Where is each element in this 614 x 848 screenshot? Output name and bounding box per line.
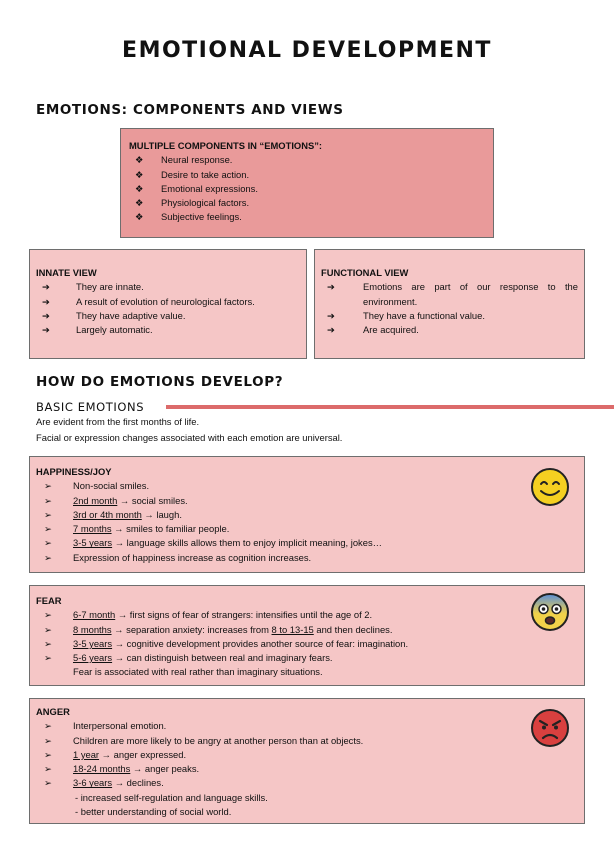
triangle-bullet-icon: ➢ — [44, 551, 52, 563]
fear-heading: FEAR — [36, 595, 62, 606]
fear-note: Fear is associated with real rather than imaginary situations. — [73, 666, 323, 678]
components-box — [120, 128, 494, 238]
arrow-bullet-icon: ➔ — [327, 281, 335, 293]
page-title: EMOTIONAL DEVELOPMENT — [122, 38, 492, 63]
list-item: ➔ They have a functional value. — [321, 309, 578, 323]
anger-subpoint: - increased self-regulation and language skills. — [75, 791, 268, 803]
happiness-box — [29, 456, 585, 573]
list-item: ❖ Desire to take action. — [129, 168, 485, 182]
list-item: ➢ 7 months → smiles to familiar people. — [36, 522, 578, 536]
list-item: ➔ A result of evolution of neurological factors. — [36, 295, 300, 309]
section-heading-components: EMOTIONS: COMPONENTS AND VIEWS — [36, 102, 344, 118]
arrow-bullet-icon: ➔ — [42, 281, 50, 293]
triangle-bullet-icon: ➢ — [44, 623, 52, 635]
basic-emotions-subheading: BASIC EMOTIONS — [36, 400, 145, 414]
triangle-bullet-icon: ➢ — [44, 609, 52, 621]
diamond-bullet-icon: ❖ — [135, 154, 144, 166]
list-item: ❖ Emotional expressions. — [129, 182, 485, 196]
functional-view-heading: FUNCTIONAL VIEW — [321, 267, 409, 278]
smiling-face-icon — [530, 467, 570, 507]
innate-view-heading: INNATE VIEW — [36, 267, 97, 278]
accent-divider — [166, 405, 614, 409]
list-item: ➢ 6-7 month → first signs of fear of strangers: intensifies until the age of 2. — [36, 608, 578, 622]
anger-subpoint: - better understanding of social world. — [75, 806, 232, 818]
list-item: ➢ Expression of happiness increase as cognition increases. — [36, 551, 578, 565]
triangle-bullet-icon: ➢ — [44, 763, 52, 775]
functional-view-box — [314, 249, 585, 359]
list-item: ➢ 5-6 years → can distinguish between real and imaginary fears. — [36, 651, 578, 665]
list-item: ❖ Neural response. — [129, 153, 485, 167]
list-item: ➢ Non-social smiles. — [36, 479, 578, 493]
arrow-bullet-icon: ➔ — [327, 309, 335, 321]
list-item: ➢ 3-5 years → language skills allows them to enjoy implicit meaning, jokes… — [36, 536, 578, 550]
innate-view-box — [29, 249, 307, 359]
triangle-bullet-icon: ➢ — [44, 494, 52, 506]
intro-line: Facial or expression changes associated with each emotion are universal. — [36, 432, 343, 443]
triangle-bullet-icon: ➢ — [44, 637, 52, 649]
list-item: ➔ They are innate. — [36, 280, 300, 294]
triangle-bullet-icon: ➢ — [44, 508, 52, 520]
diamond-bullet-icon: ❖ — [135, 211, 144, 223]
happiness-heading: HAPPINESS/JOY — [36, 466, 112, 477]
list-item: ➔ Emotions are part of our response to the environment. — [321, 280, 578, 309]
intro-line: Are evident from the first months of life. — [36, 416, 200, 427]
triangle-bullet-icon: ➢ — [44, 652, 52, 664]
fearful-face-icon — [530, 592, 570, 632]
list-item: ➔ They have adaptive value. — [36, 309, 300, 323]
arrow-bullet-icon: ➔ — [42, 295, 50, 307]
list-item: ➢ 18-24 months → anger peaks. — [36, 762, 578, 776]
anger-heading: ANGER — [36, 706, 70, 717]
triangle-bullet-icon: ➢ — [44, 748, 52, 760]
triangle-bullet-icon: ➢ — [44, 480, 52, 492]
triangle-bullet-icon: ➢ — [44, 537, 52, 549]
triangle-bullet-icon: ➢ — [44, 777, 52, 789]
list-item: ➢ 3-6 years → declines. — [36, 776, 578, 790]
angry-face-icon — [530, 708, 570, 748]
triangle-bullet-icon: ➢ — [44, 734, 52, 746]
list-item: ➢ 3rd or 4th month → laugh. — [36, 508, 578, 522]
section-heading-develop: HOW DO EMOTIONS DEVELOP? — [36, 374, 284, 390]
arrow-bullet-icon: ➔ — [42, 309, 50, 321]
triangle-bullet-icon: ➢ — [44, 720, 52, 732]
diamond-bullet-icon: ❖ — [135, 197, 144, 209]
list-item: ❖ Physiological factors. — [129, 196, 485, 210]
list-item: ➢ 3-5 years → cognitive development provides another source of fear: imagination. — [36, 637, 578, 651]
components-heading: MULTIPLE COMPONENTS IN “EMOTIONS”: — [129, 140, 323, 151]
arrow-bullet-icon: ➔ — [327, 324, 335, 336]
list-item: ➢ 1 year → anger expressed. — [36, 748, 578, 762]
arrow-bullet-icon: ➔ — [42, 324, 50, 336]
list-item: ➢ 8 months → separation anxiety: increases from 8 to 13-15 and then declines. — [36, 623, 578, 637]
fear-box — [29, 585, 585, 686]
list-item: ➢ 2nd month → social smiles. — [36, 494, 578, 508]
list-item: ➔ Largely automatic. — [36, 323, 300, 337]
list-item: ➢ Children are more likely to be angry at another person than at objects. — [36, 734, 578, 748]
anger-box — [29, 698, 585, 824]
triangle-bullet-icon: ➢ — [44, 523, 52, 535]
list-item: ➔ Are acquired. — [321, 323, 578, 337]
list-item: ➢ Interpersonal emotion. — [36, 719, 578, 733]
diamond-bullet-icon: ❖ — [135, 168, 144, 180]
list-item: ❖ Subjective feelings. — [129, 210, 485, 224]
diamond-bullet-icon: ❖ — [135, 182, 144, 194]
